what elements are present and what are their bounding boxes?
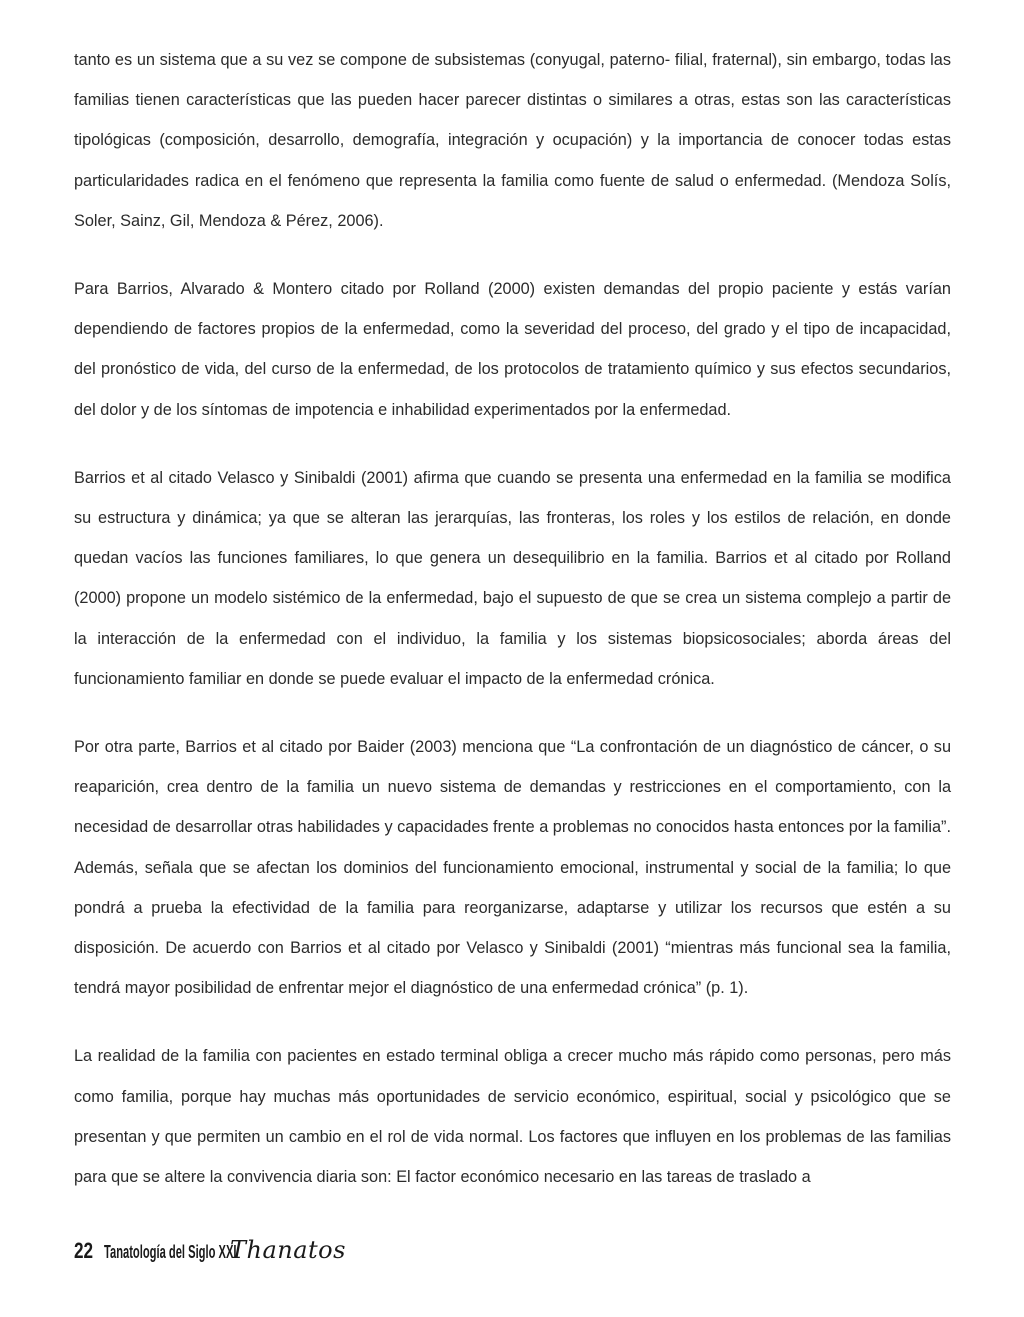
journal-name: Tanatología del Siglo XXI (104, 1242, 237, 1262)
page-number: 22 (74, 1238, 94, 1263)
page-footer (74, 1236, 346, 1276)
paragraph-5: La realidad de la familia con pacientes en estado terminal obliga a crecer mucho más rápido como personas, pero más como familia, porque hay muchas más oportunidades de servicio económico, espiritual, social y psicológico que se presentan y que permiten un cambio en el rol de vida normal. Los factores que influyen en los problemas de las familias para que se altere la convivencia diaria son: El factor económico necesario en las tareas de traslado a (74, 1047, 951, 1187)
document-body (74, 40, 951, 1225)
paragraph-2: Para Barrios, Alvarado & Montero citado por Rolland (2000) existen demandas del propio paciente y estás varían dependiendo de factores propios de la enfermedad, como la severidad del proceso, del grado y el tipo de incapacidad, del pronóstico de vida, del curso de la enfermedad, de los protocolos de tratamiento químico y sus efectos secundarios, del dolor y de los síntomas de impotencia e inhabilidad experimentados por la enfermedad. (74, 280, 951, 419)
paragraph-4: Por otra parte, Barrios et al citado por Baider (2003) menciona que “La confrontación de un diagnóstico de cáncer, o su reaparición, crea dentro de la familia un nuevo sistema de demandas y restricciones en el comportamiento, con la necesidad de desarrollar otras habilidades y capacidades frente a problemas no conocidos hasta entonces por la familia”. Además, señala que se afectan los dominios del funcionamiento emocional, instrumental y social de la familia; lo que pondrá a prueba la efectividad de la familia para reorganizarse, adaptarse y utilizar los recursos que estén a su disposición. De acuerdo con Barrios et al citado por Velasco y Sinibaldi (2001) “mientras más funcional sea la familia, tendrá mayor posibilidad de enfrentar mejor el diagnóstico de una enfermedad crónica” (p. 1). (74, 738, 951, 998)
paragraph-3: Barrios et al citado Velasco y Sinibaldi (2001) afirma que cuando se presenta una enfermedad en la familia se modifica su estructura y dinámica; ya que se alteran las jerarquías, las fronteras, los roles y los estilos de relación, en donde quedan vacíos las funciones familiares, lo que genera un desequilibrio en la familia. Barrios et al citado por Rolland (2000) propone un modelo sistémico de la enfermedad, bajo el supuesto de que se crea un sistema complejo a partir de la interacción de la enfermedad con el individuo, la familia y los sistemas biopsicosociales; aborda áreas del funcionamiento familiar en donde se puede evaluar el impacto de la enfermedad crónica. (74, 468, 951, 688)
paragraph-1: tanto es un sistema que a su vez se compone de subsistemas (conyugal, paterno- filial, fraternal), sin embargo, todas las familias tienen características que las pueden hacer parecer distintas o similares a otras, estas son las características tipológicas (composición, desarrollo, demografía, integración y ocupación) y la importancia de conocer todas estas particularidades radica en el fenómeno que representa la familia como fuente de salud o enfermedad. (Mendoza Solís, Soler, Sainz, Gil, Mendoza & Pérez, 2006). (74, 51, 951, 230)
thanatos-logo: Thanatos (230, 1236, 346, 1264)
